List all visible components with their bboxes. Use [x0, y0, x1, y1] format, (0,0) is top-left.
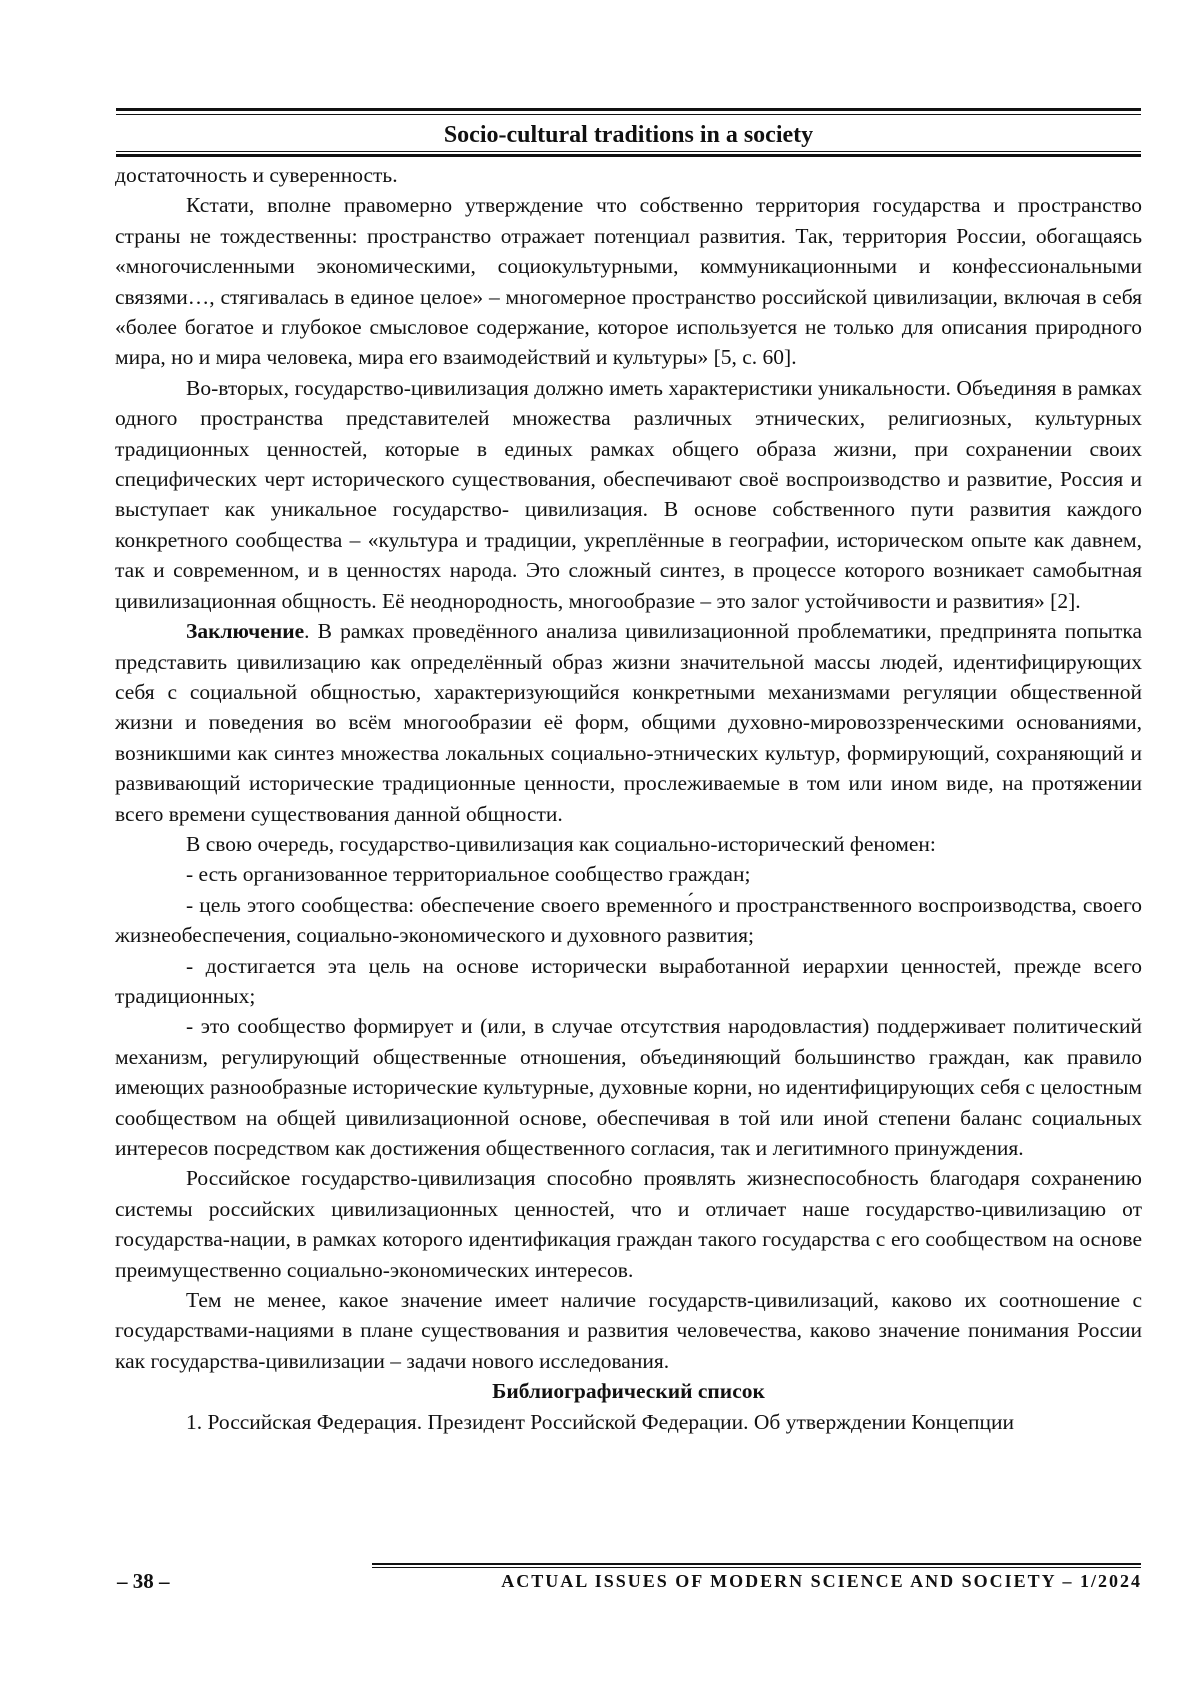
paragraph: достаточность и суверенность.: [115, 163, 398, 187]
bibliography-item: 1. Российская Федерация. Президент Российской Федерации. Об утверждении Концепции: [186, 1409, 1015, 1434]
journal-name: ACTUAL ISSUES OF MODERN SCIENCE AND SOCIETY – 1/2024: [501, 1571, 1142, 1591]
paragraph: Российское государство-цивилизация способно проявлять жизнеспособность благодаря сохранению системы российских цивилизационных ценностей, что и отличает наше государство-цивилизацию от государства-нации, в рамках которого идентификация граждан такого государства с его сообществом на основе преимущественно социально-экономических интересов.: [115, 1166, 1142, 1282]
page-number: – 38 –: [117, 1569, 170, 1593]
paragraph: Во-вторых, государство-цивилизация должно иметь характеристики уникальности. Объединяя в рамках одного пространства представителей множества различных этнических, религиозных, культурных традиционных ценностей, которые в единых рамках общего образа жизни, при сохранении своих специфических черт исторического существования, обеспечивают своё воспроизводство и развитие, Россия и выступает как уникальное государство- цивилизация. В основе собственного пути развития каждого конкретного сообщества – «культура и традиции, укреплённые в географии, историческом опыте как давнем, так и современном, и в ценностях народа. Это сложный синтез, в процессе которого возникает самобытная цивилизационная общность. Её неоднородность, многообразие – это залог устойчивости и развития» [2].: [115, 375, 1142, 613]
paragraph: В свою очередь, государство-цивилизация как социально-исторический феномен:: [186, 831, 936, 856]
conclusion-heading: Заключение: [186, 619, 305, 644]
conclusion-text: . В рамках проведённого анализа цивилизационной проблематики, предпринята попытка представить цивилизацию как определённый образ жизни значительной массы людей, идентифицирующих себя с социальной общностью, характеризующийся конкретными механизмами регуляции общественной жизни и поведения во всём многообразии её форм, общими духовно-мировоззренческими основаниями, возникшими как синтез множества локальных социально-этнических культур, формирующий, сохраняющий и развивающий исторические традиционные ценности, прослеживаемые в том или ином виде, на протяжении всего времени существования данной общности.: [115, 619, 1142, 826]
paragraph: Кстати, вполне правомерно утверждение что собственно территория государства и пространство страны не тождественны: пространство отражает потенциал развития. Так, территория России, обогащаясь «многочисленными экономическими, социокультурными, коммуникационными и конфессиональными связями…, стягивалась в единое целое» – многомерное пространство российской цивилизации, включая в себя «более богатое и глубокое смысловое содержание, которое используется не только для описания природного мира, но и мира человека, мира его взаимодействий и культуры» [5, с. 60].: [115, 193, 1142, 370]
article-body: [115, 160, 1142, 1437]
list-item: - достигается эта цель на основе исторически выработанной иерархии ценностей, прежде всего традиционных;: [115, 953, 1142, 1008]
header-rule-bottom-thin: [116, 151, 1141, 152]
header-rule-top-thick: [116, 108, 1141, 111]
footer-rule-thick: [372, 1563, 1141, 1565]
list-item: - это сообщество формирует и (или, в случае отсутствия народовластия) поддерживает политический механизм, регулирующий общественные отношения, объединяющий большинство граждан, как правило имеющих разнообразные исторические культурные, духовные корни, но идентифицирующих себя с целостным сообществом на общей цивилизационной основе, обеспечивая в той или иной степени баланс социальных интересов посредством как достижения общественного согласия, так и легитимного принуждения.: [115, 1014, 1142, 1160]
bibliography-heading: Библиографический список: [492, 1379, 765, 1404]
footer-rule-thin: [372, 1567, 1141, 1568]
list-item: - есть организованное территориальное сообщество граждан;: [186, 862, 751, 887]
paragraph: Тем не менее, какое значение имеет наличие государств-цивилизаций, каково их соотношение с государствами-нациями в плане существования и развития человечества, каково значение понимания России как государства-цивилизации – задачи нового исследования.: [115, 1288, 1142, 1373]
conclusion-paragraph: [115, 616, 1142, 829]
list-item: - цель этого сообщества: обеспечение своего временно́го и пространственного воспроизводства, своего жизнеобеспечения, социально-экономического и духовного развития;: [115, 892, 1142, 948]
header-rule-bottom-thick: [116, 154, 1141, 157]
running-header-title: Socio-cultural traditions in a society: [443, 122, 814, 148]
header-rule-top-thin: [116, 114, 1141, 115]
